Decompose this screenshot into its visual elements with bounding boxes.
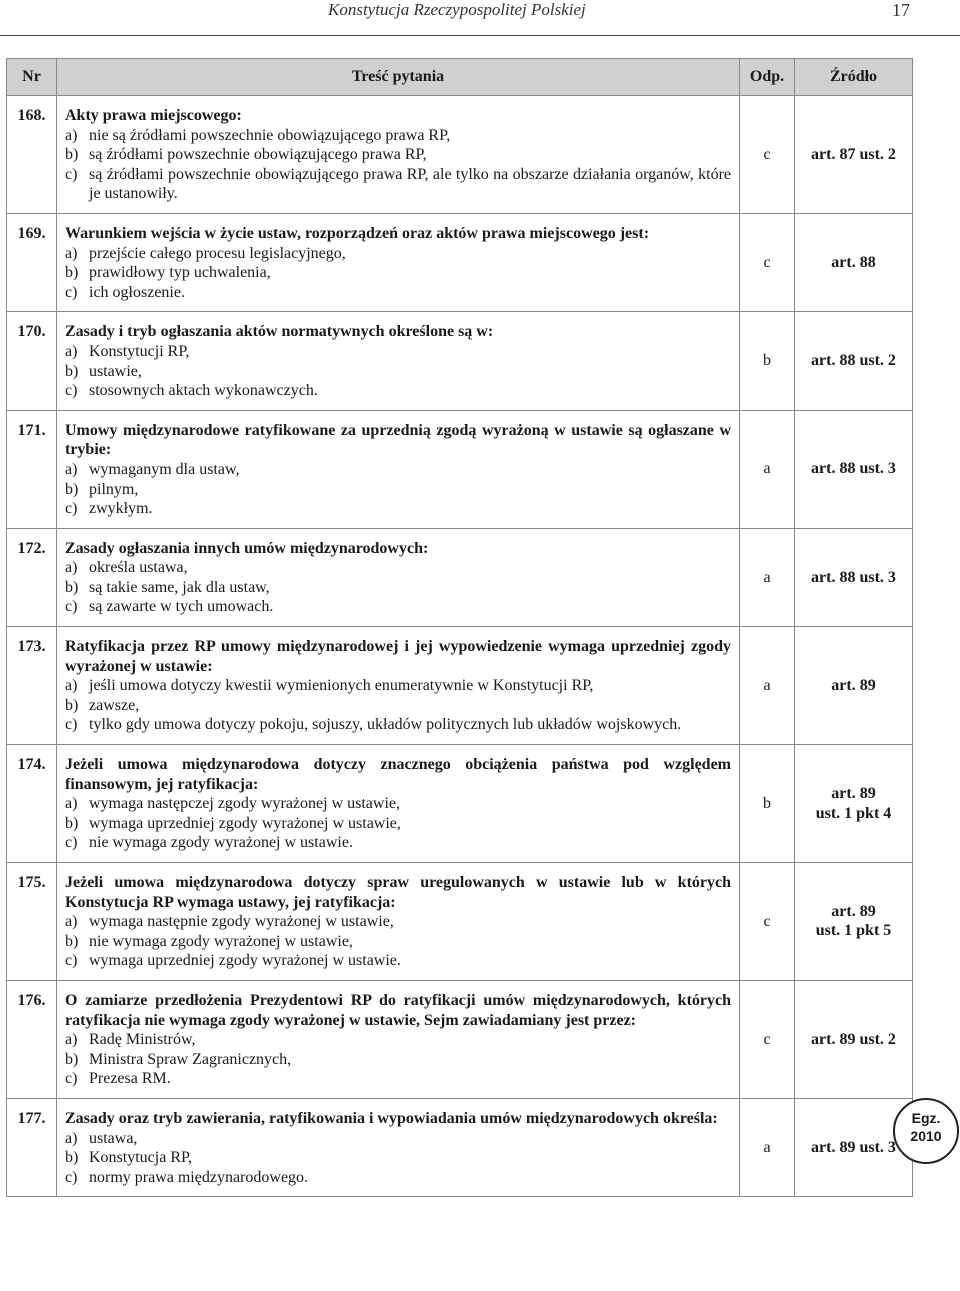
source-line: art. 88 [831, 253, 876, 271]
column-header-answer: Odp. [740, 59, 795, 96]
answer-option [65, 814, 731, 834]
question-content [57, 627, 740, 745]
source-line: ust. 1 pkt 4 [815, 804, 892, 822]
source-line: art. 89 [831, 902, 876, 920]
option-text: Prezesa RM. [89, 1070, 171, 1088]
answer-option [65, 480, 731, 500]
option-text: są takie same, jak dla ustaw, [89, 578, 270, 596]
option-text: określa ustawa, [89, 559, 188, 577]
table-row [7, 980, 913, 1098]
option-text: nie są źródłami powszechnie obowiązującego prawa RP, [89, 126, 451, 144]
answer-option [65, 696, 731, 716]
answer-option [65, 1148, 731, 1168]
answer-letter: c [740, 980, 795, 1098]
answer-option [65, 715, 731, 735]
question-text: Ratyfikacja przez RP umowy międzynarodowej i jej wypowiedzenie wymaga uprzedniej zgody wyrażonej w ustawie: [65, 638, 731, 675]
table-row [7, 528, 913, 626]
table-row [7, 1098, 913, 1196]
option-label: a) [65, 244, 78, 262]
option-text: zawsze, [89, 696, 140, 714]
question-text: Umowy międzynarodowe ratyfikowane za uprzednią zgodą wyrażoną w ustawie są ogłaszane w trybie: [65, 421, 731, 459]
question-text: Jeżeli umowa międzynarodowa dotyczy spraw uregulowanych w ustawie lub w których Konstytucja RP wymaga ustawy, jej ratyfikacja: [65, 874, 731, 911]
answer-option [65, 578, 731, 598]
answer-option [65, 381, 731, 401]
question-number: 171. [7, 410, 57, 528]
source-reference [795, 627, 913, 745]
table-row [7, 213, 913, 311]
source-line: art. 89 ust. 2 [811, 1030, 896, 1048]
column-header-question: Treść pytania [57, 59, 740, 96]
answer-option [65, 833, 731, 853]
option-text: Konstytucja RP, [89, 1149, 193, 1167]
question-content [57, 213, 740, 311]
option-label: b) [65, 1050, 79, 1068]
question-number: 169. [7, 213, 57, 311]
running-title: Konstytucja Rzeczypospolitej Polskiej [328, 0, 586, 19]
option-label: a) [65, 460, 78, 478]
answer-option [65, 1069, 731, 1089]
option-text: są źródłami powszechnie obowiązującego prawa RP, ale tylko na obszarze działania organów, które je ustanowiły. [89, 165, 731, 203]
table-row [7, 312, 913, 410]
answer-option [65, 794, 731, 814]
question-text: Zasady ogłaszania innych umów międzynarodowych: [65, 539, 429, 557]
question-text: Zasady i tryb ogłaszania aktów normatywnych określone są w: [65, 323, 494, 341]
option-text: wymaga następczej zgody wyrażonej w ustawie, [89, 795, 400, 813]
stamp-line-2: 2010 [910, 1128, 942, 1144]
questions-table [6, 58, 913, 1197]
question-content [57, 980, 740, 1098]
question-text: Akty prawa miejscowego: [65, 107, 242, 124]
option-label: c) [65, 500, 78, 518]
option-text: ustawie, [89, 362, 142, 380]
option-text: wymaga następnie zgody wyrażonej w ustawie, [89, 913, 394, 931]
answer-letter: a [740, 528, 795, 626]
question-content [57, 863, 740, 981]
option-text: tylko gdy umowa dotyczy pokoju, sojuszy, układów politycznych lub układów wojskowych. [89, 716, 682, 734]
option-label: b) [65, 146, 79, 164]
option-label: a) [65, 342, 78, 360]
question-number: 174. [7, 745, 57, 863]
option-text: pilnym, [89, 480, 139, 498]
option-label: b) [65, 814, 79, 832]
source-line: art. 88 ust. 3 [811, 460, 896, 478]
source-line: art. 89 ust. 3 [811, 1138, 896, 1156]
answer-letter: a [740, 627, 795, 745]
answer-option [65, 558, 731, 578]
source-reference [795, 528, 913, 626]
question-text: Jeżeli umowa międzynarodowa dotyczy znacznego obciążenia państwa pod względem finansowym, jej ratyfikacja: [65, 756, 731, 793]
option-text: jeśli umowa dotyczy kwestii wymienionych enumeratywnie w Konstytucji RP, [89, 677, 594, 695]
option-text: zwykłym. [89, 500, 153, 518]
option-text: Ministra Spraw Zagranicznych, [89, 1050, 292, 1068]
source-reference [795, 96, 913, 214]
option-label: c) [65, 382, 78, 400]
answer-option [65, 597, 731, 617]
answer-letter: c [740, 96, 795, 214]
answer-letter: b [740, 312, 795, 410]
answer-letter: a [740, 1098, 795, 1196]
question-content [57, 312, 740, 410]
answer-letter: a [740, 410, 795, 528]
table-row [7, 627, 913, 745]
source-line: art. 87 ust. 2 [811, 145, 896, 163]
option-label: c) [65, 834, 78, 852]
option-label: c) [65, 716, 78, 734]
source-reference [795, 980, 913, 1098]
answer-option [65, 145, 731, 165]
answer-letter: c [740, 213, 795, 311]
source-line: art. 89 [831, 784, 876, 802]
answer-option [65, 362, 731, 382]
option-label: c) [65, 1168, 78, 1186]
option-label: a) [65, 677, 78, 695]
exam-stamp [893, 1098, 959, 1164]
option-label: a) [65, 559, 78, 577]
answer-option [65, 342, 731, 362]
answer-option [65, 460, 731, 480]
option-label: b) [65, 362, 79, 380]
answer-option [65, 499, 731, 519]
source-reference [795, 312, 913, 410]
option-label: a) [65, 1031, 78, 1049]
source-reference [795, 410, 913, 528]
answer-option [65, 1168, 731, 1188]
option-text: nie wymaga zgody wyrażonej w ustawie. [89, 834, 353, 852]
option-label: b) [65, 264, 79, 282]
table-header-row [7, 59, 913, 96]
answer-option [65, 283, 731, 303]
page-number: 17 [892, 0, 910, 20]
question-number: 175. [7, 863, 57, 981]
option-text: wymaga uprzedniej zgody wyrażonej w ustawie. [89, 952, 401, 970]
table-row [7, 863, 913, 981]
column-header-nr: Nr [7, 59, 57, 96]
option-label: a) [65, 795, 78, 813]
answer-option [65, 951, 731, 971]
answer-option [65, 912, 731, 932]
question-content [57, 96, 740, 214]
option-label: b) [65, 696, 79, 714]
answer-option [65, 263, 731, 283]
option-text: Konstytucji RP, [89, 342, 190, 360]
option-label: b) [65, 932, 79, 950]
table-row [7, 410, 913, 528]
question-number: 177. [7, 1098, 57, 1196]
option-text: przejście całego procesu legislacyjnego, [89, 244, 346, 262]
questions-body [7, 96, 913, 1197]
option-text: są źródłami powszechnie obowiązującego prawa RP, [89, 146, 427, 164]
column-header-source: Źródło [795, 59, 913, 96]
option-text: stosownych aktach wykonawczych. [89, 382, 318, 400]
question-text: Warunkiem wejścia w życie ustaw, rozporządzeń oraz aktów prawa miejscowego jest: [65, 224, 650, 242]
option-label: c) [65, 598, 78, 616]
stamp-line-1: Egz. [911, 1110, 941, 1126]
option-text: nie wymaga zgody wyrażonej w ustawie, [89, 932, 353, 950]
option-text: wymaga uprzedniej zgody wyrażonej w ustawie, [89, 814, 401, 832]
option-text: są zawarte w tych umowach. [89, 598, 274, 616]
option-label: a) [65, 913, 78, 931]
question-content [57, 1098, 740, 1196]
source-line: art. 89 [831, 676, 876, 694]
source-line: art. 88 ust. 3 [811, 568, 896, 586]
source-line: ust. 1 pkt 5 [815, 922, 892, 940]
answer-option [65, 676, 731, 696]
question-text: O zamiarze przedłożenia Prezydentowi RP do ratyfikacji umów międzynarodowych, których ratyfikacja nie wymaga zgody wyrażonej w ustawie, Sejm zawiadamiany jest przez: [65, 991, 731, 1029]
answer-option [65, 244, 731, 264]
question-content [57, 410, 740, 528]
option-text: normy prawa międzynarodowego. [89, 1168, 309, 1186]
page-header [0, 0, 960, 30]
question-number: 176. [7, 980, 57, 1098]
option-text: prawidłowy typ uchwalenia, [89, 264, 271, 282]
option-label: c) [65, 165, 78, 183]
answer-letter: b [740, 745, 795, 863]
question-number: 172. [7, 528, 57, 626]
header-rule [0, 35, 960, 36]
answer-letter: c [740, 863, 795, 981]
source-reference [795, 745, 913, 863]
option-label: a) [65, 1129, 78, 1147]
option-text: Radę Ministrów, [89, 1031, 196, 1049]
question-number: 168. [7, 96, 57, 214]
answer-option [65, 932, 731, 952]
question-text: Zasady oraz tryb zawierania, ratyfikowania i wypowiadania umów międzynarodowych określa: [65, 1109, 718, 1127]
source-reference [795, 213, 913, 311]
question-content [57, 528, 740, 626]
source-reference [795, 863, 913, 981]
answer-option [65, 1050, 731, 1070]
question-content [57, 745, 740, 863]
answer-option [65, 1030, 731, 1050]
answer-option [65, 126, 731, 146]
question-number: 173. [7, 627, 57, 745]
option-label: c) [65, 952, 78, 970]
option-label: b) [65, 1149, 79, 1167]
table-row [7, 745, 913, 863]
option-label: b) [65, 480, 79, 498]
option-text: wymaganym dla ustaw, [89, 460, 240, 478]
option-text: ustawa, [89, 1129, 138, 1147]
answer-option [65, 165, 731, 204]
source-line: art. 88 ust. 2 [811, 352, 896, 370]
option-text: ich ogłoszenie. [89, 283, 185, 301]
question-number: 170. [7, 312, 57, 410]
option-label: b) [65, 578, 79, 596]
option-label: c) [65, 1070, 78, 1088]
option-label: c) [65, 283, 78, 301]
answer-option [65, 1129, 731, 1149]
option-label: a) [65, 126, 78, 144]
table-row [7, 96, 913, 214]
